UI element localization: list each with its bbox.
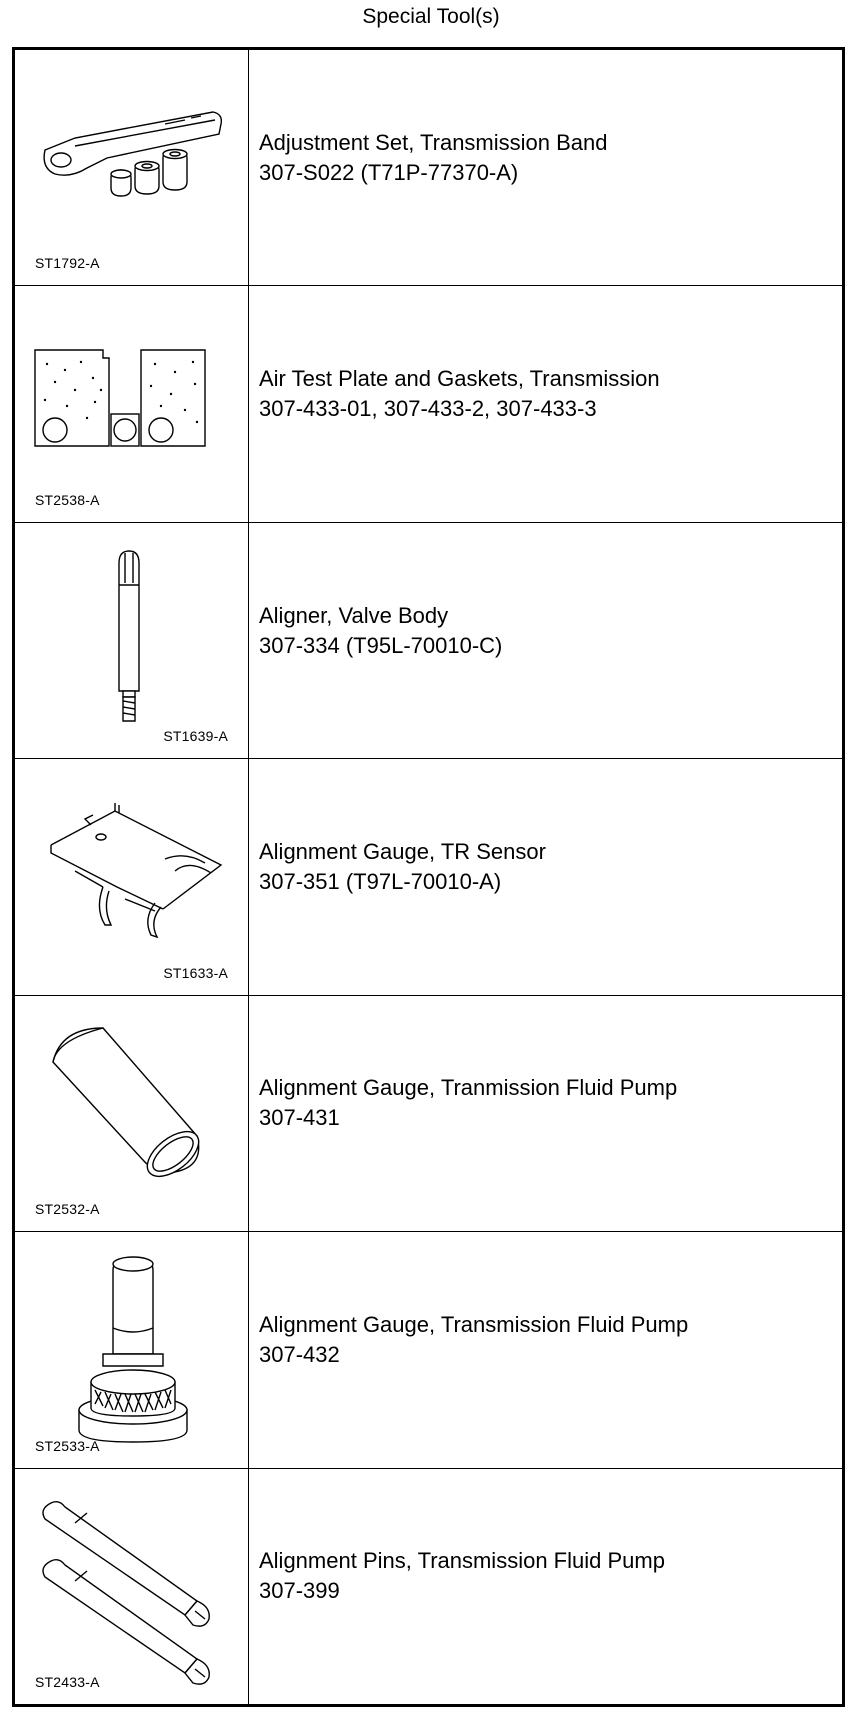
tool-image-code: ST2532-A bbox=[35, 1201, 100, 1218]
band-adjustment-set-icon bbox=[15, 50, 249, 286]
tool-description-cell bbox=[249, 523, 842, 758]
tool-description-cell bbox=[249, 1232, 842, 1467]
tool-name: Alignment Gauge, TR Sensor bbox=[259, 838, 546, 864]
tool-name: Alignment Pins, Transmission Fluid Pump bbox=[259, 1548, 665, 1574]
tool-image-code: ST1639-A bbox=[163, 728, 228, 745]
air-test-plate-icon bbox=[15, 286, 249, 522]
tool-row bbox=[15, 522, 842, 758]
tool-name: Adjustment Set, Transmission Band bbox=[259, 129, 608, 155]
pump-gauge-knurled-icon bbox=[15, 1232, 249, 1468]
tool-image-code: ST2533-A bbox=[35, 1437, 100, 1454]
tool-part-number: 307-433-01, 307-433-2, 307-433-3 bbox=[259, 396, 597, 422]
tool-name: Alignment Gauge, Tranmission Fluid Pump bbox=[259, 1075, 678, 1101]
tool-name: Alignment Gauge, Transmission Fluid Pump bbox=[259, 1311, 689, 1337]
tool-description-cell bbox=[249, 1469, 842, 1704]
tool-image-code: ST2538-A bbox=[35, 491, 100, 508]
page-title: Special Tool(s) bbox=[362, 5, 500, 28]
tool-row bbox=[15, 50, 842, 285]
tool-image-cell bbox=[15, 286, 249, 521]
tool-row bbox=[15, 285, 842, 521]
tool-image-cell bbox=[15, 1232, 249, 1467]
tool-image-cell bbox=[15, 50, 249, 285]
special-tools-table bbox=[12, 47, 845, 1707]
tool-image-cell bbox=[15, 1469, 249, 1704]
tool-image-code: ST2433-A bbox=[35, 1673, 100, 1690]
tool-description-cell bbox=[249, 996, 842, 1231]
tool-part-number: 307-S022 (T71P-77370-A) bbox=[259, 159, 519, 185]
tool-image-cell bbox=[15, 523, 249, 758]
tool-name: Air Test Plate and Gaskets, Transmission bbox=[259, 366, 660, 392]
tool-image-cell bbox=[15, 759, 249, 994]
tool-image-cell bbox=[15, 996, 249, 1231]
tool-row bbox=[15, 1231, 842, 1467]
tool-part-number: 307-431 bbox=[259, 1105, 340, 1131]
tool-part-number: 307-399 bbox=[259, 1578, 340, 1604]
tr-sensor-gauge-icon bbox=[15, 759, 249, 995]
tool-part-number: 307-351 (T97L-70010-A) bbox=[259, 868, 502, 894]
tool-name: Aligner, Valve Body bbox=[259, 602, 449, 628]
pump-gauge-sleeve-icon bbox=[15, 996, 249, 1232]
alignment-pins-icon bbox=[15, 1469, 249, 1705]
tool-row bbox=[15, 1468, 842, 1704]
tool-description-cell bbox=[249, 50, 842, 285]
tool-image-code: ST1633-A bbox=[163, 964, 228, 981]
tool-part-number: 307-334 (T95L-70010-C) bbox=[259, 632, 503, 658]
tool-row bbox=[15, 995, 842, 1231]
tool-description-cell bbox=[249, 286, 842, 521]
tool-part-number: 307-432 bbox=[259, 1341, 340, 1367]
tool-image-code: ST1792-A bbox=[35, 255, 100, 272]
tool-description-cell bbox=[249, 759, 842, 994]
tool-row bbox=[15, 758, 842, 994]
valve-body-aligner-icon bbox=[15, 523, 249, 759]
